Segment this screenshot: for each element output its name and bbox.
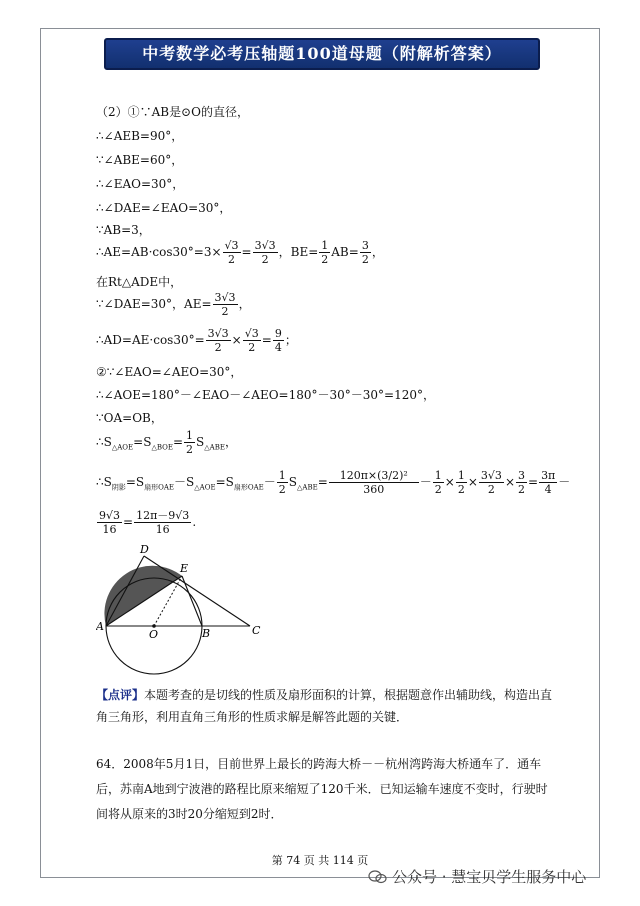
label-a: A (96, 620, 104, 633)
label-b: B (202, 627, 211, 640)
line-eb (182, 576, 202, 626)
wechat-icon (368, 870, 388, 884)
solution-line: ∴AE=AB·cos30°=3× $\frac{√3}{2}$ = $\frac{3√3}{2}$ ，BE= $\frac{1}{2}$ AB= $\frac{3}{2}$ ， (96, 239, 384, 266)
solution-line: ∵∠DAE=30°，AE= $\frac{3√3}{2}$ ， (96, 291, 251, 318)
label-c: C (252, 624, 261, 637)
solution-line: ∴∠EAO=30°， (96, 177, 185, 191)
comment-block (96, 684, 556, 728)
label-e: E (180, 562, 189, 575)
solution-line: ∴∠AEB=90°， (96, 129, 184, 143)
page-title: 中考数学必考压轴题100道母题（附解析答案） (104, 38, 540, 70)
solution-line: ∵∠ABE=60°， (96, 153, 184, 167)
geometry-figure (96, 540, 276, 680)
solution-line: $\therefore S_{\triangle AOE}=S_{\triangle BOE}=$ $\frac{1}{2}$ $S_{\triangle ABE}$， (96, 429, 237, 456)
problem-text: 64．2008年5月1日，目前世界上最长的跨海大桥－－杭州湾跨海大桥通车了．通车后，苏南A地到宁波港的路程比原来缩短了120千米．已知运输车速度不变时，行驶时间将从原来的3时20分缩短到2时． (96, 757, 548, 821)
solution-line: ∵OA=OB， (96, 411, 163, 425)
label-o: O (149, 628, 159, 641)
comment-text: 本题考查的是切线的性质及扇形面积的计算，根据题意作出辅助线，构造出直角三角形，利用直角三角形的性质求解是解答此题的关键． (96, 688, 553, 724)
solution-line: ∴AD=AE·cos30°= $\frac{3√3}{2}$ × $\frac{√3}{2}$ = $\frac{9}{4}$ ； (96, 327, 297, 354)
solution-line: ∴∠AOE=180°－∠EAO－∠AEO=180°－30°－30°=120°， (96, 388, 436, 402)
solution-line: 在Rt△ADE中， (96, 275, 183, 289)
label-d: D (140, 543, 149, 556)
solution-line: ∵AB=3， (96, 223, 151, 237)
solution-line: $\frac{9√3}{16}$ = $\frac{12\pi-9√3}{16}$ . (99, 509, 197, 536)
solution-line: ②∵∠EAO=∠AEO=30°， (96, 365, 243, 379)
comment-tag: 【点评】 (96, 688, 145, 702)
solution-line: ∴∠DAE=∠EAO=30°， (96, 201, 232, 215)
watermark (368, 866, 586, 887)
solution-line: $\therefore S_{阴影}=S_{扇形OAE}-S_{\triangle AOE}=S_{扇形OAE}-$ $\frac{1}{2}$ $S_{\triangle ABE}=$ $\frac{\text{120π×(3/2)²}}{360}$ － $\frac{1}{2}$ × $\frac{1}{2}$ × $\frac{3√3}{2}$ × $\frac{3}{2}$ = $\frac{3\pi}{4}$ － (96, 469, 571, 496)
solution-line: （2）①∵AB是⊙O的直径， (96, 105, 250, 119)
page-number: 第 74 页 共 114 页 (271, 854, 369, 867)
watermark-text: 公众号 · 慧宝贝学生服务中心 (392, 868, 587, 886)
